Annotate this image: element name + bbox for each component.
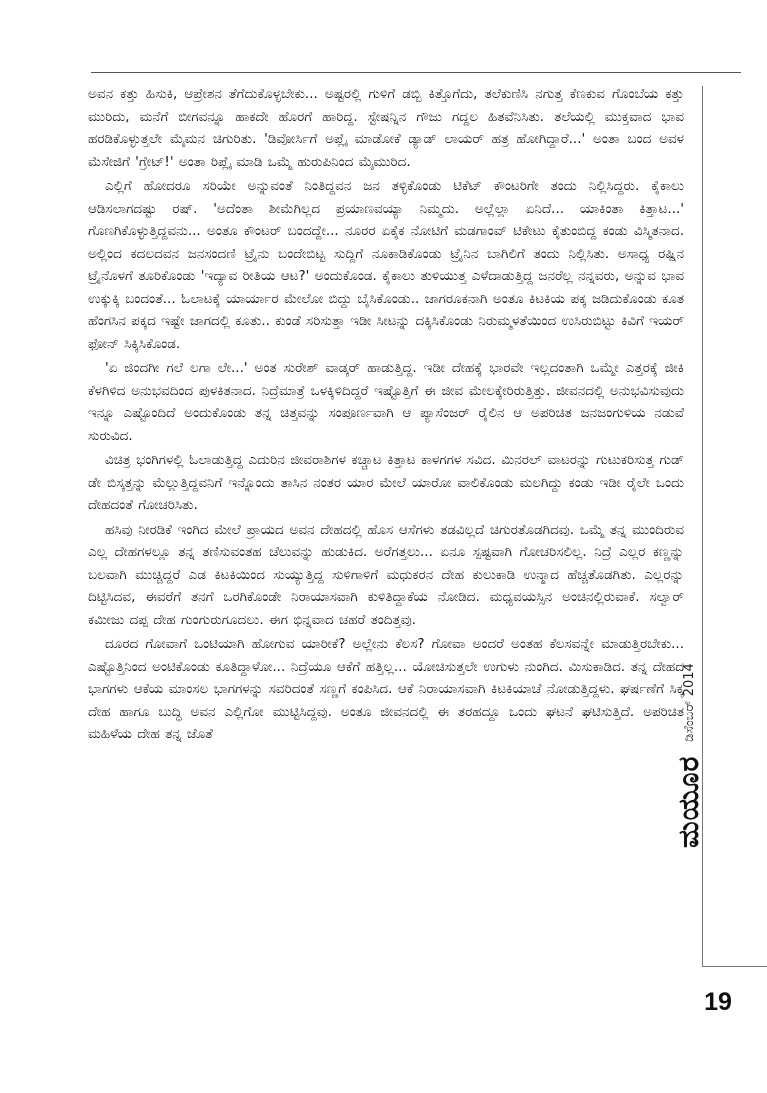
top-rule <box>91 72 741 73</box>
bottom-rule <box>702 966 767 967</box>
paragraph-5: ಹಸಿವು ನೀರಡಿಕೆ ಇಂಗಿದ ಮೇಲೆ ಪ್ರಾಯದ ಅವನ ದೇಹದಲ್ಲಿ ಹೊಸ ಆಸೆಗಳು ತಡವಿಲ್ಲದೆ ಚಿಗುರತೊಡಗಿದವು. ಒಮ್ಮೆ ತನ್ನ ಮುಂದಿರುವ ಎಲ್ಲ ದೇಹಗಳಲ್ಲೂ ತನ್ನ ತಣಿಸುವಂತಹ ಚೆಲುವನ್ನು ಹುಡುಕಿದ. ಅರೆಗತ್ತಲು... ಏನೂ ಸ್ಪಷ್ಟವಾಗಿ ಗೋಚರಿಸಲಿಲ್ಲ. ನಿದ್ರೆ ಎಲ್ಲರ ಕಣ್ಣನ್ನು ಬಲವಾಗಿ ಮುಚ್ಚಿದ್ದರೆ ಎಡ ಕಿಟಕಿಯಿಂದ ಸುಯ್ಯುತ್ತಿದ್ದ ಸುಳಿಗಾಳಿಗೆ ಮಧುಕರನ ದೇಹ ಕುಲುಕಾಡಿ ಉನ್ಮಾದ ಹೆಚ್ಚತೊಡಗಿತು. ಎಲ್ಲರನ್ನು ದಿಟ್ಟಿಸಿದವ, ಈವರೆಗೆ ತನಗೆ ಒರಗಿಕೊಂಡೇ ನಿರಾಯಾಸವಾಗಿ ಕುಳಿತಿದ್ದಾಕೆಯ ನೋಡಿದ. ಮಧ್ಯವಯಸ್ಸಿನ ಅಂಚಿನಲ್ಲಿರುವಾಕೆ. ಸಲ್ವಾರ್ ಕಮೀಜು ದಪ್ಪ ದೇಹ ಗುಂಗುರುಗೂದಲು. ಈಗ ಭಿನ್ನವಾದ ಚಹರೆ ತಂದಿತ್ತವು. <box>88 521 684 628</box>
paragraph-2: ಎಲ್ಲಿಗೆ ಹೋದರೂ ಸರಿಯೇ ಅನ್ನುವಂತೆ ನಿಂತಿದ್ದವನ ಜನ ತಳ್ಳಿಕೊಂಡು ಟಿಕೆಟ್ ಕೌಂಟರಿಗೇ ತಂದು ನಿಲ್ಲಿಸಿದ್ದರು. ಕೈಕಾಲು ಆಡಿಸಲಾಗದಷ್ಟು ರಷ್. 'ಅದೆಂತಾ ಶೀಮೆಗಿಲ್ಲದ ಪ್ರಯಾಣವಯ್ಯಾ ನಿಮ್ಮದು. ಅಲ್ಲೆಲ್ಲಾ ಏನಿದೆ... ಯಾಕಿಂತಾ ಕಿತ್ತಾಟ...' ಗೊಣಗಿಕೊಳ್ಳುತ್ತಿದ್ದವನು... ಅಂತೂ ಕೌಂಟರ್ ಬಂದದ್ದೇ... ನೂರರ ಏಕೈಕ ನೋಟಿಗೆ ಮಡಗಾಂವ್ ಟಿಕೇಟು ಕೈತುಂಬಿದ್ದ ಕಂಡು ವಿಸ್ಮಿತನಾದ. ಅಲ್ಲಿಂದ ಕದಲದವನ ಜನಸಂದಣಿ ಟ್ರೈನು ಬಂದೇಬಿಟ್ಟ ಸುದ್ದಿಗೆ ನೂಕಾಡಿಕೊಂಡು ಟ್ರೈನಿನ ಬಾಗಿಲಿಗೆ ತಂದು ನಿಲ್ಲಿಸಿತು. ಅಸಾಧ್ಯ ರಷ್ಷಿನ ಟ್ರೈನೊಳಗೆ ತೂರಿಕೊಂಡು 'ಇದ್ಯಾವ ರೀತಿಯ ಆಟ?' ಅಂದುಕೊಂಡ. ಕೈಕಾಲು ತುಳಿಯುತ್ತ ಎಳೆದಾಡುತ್ತಿದ್ದ ಜನರೆಲ್ಲ ನನ್ನವರು, ಅನ್ನುವ ಭಾವ ಉಕ್ಕುಕ್ಕಿ ಬಂದಂತೆ... ಓಲಾಟಕ್ಕೆ ಯಾರ್ಯಾರ ಮೇಲೋ ಬಿದ್ದು ಬೈಸಿಕೊಂಡು.. ಜಾಗರೂಕನಾಗಿ ಅಂತೂ ಕಿಟಕಿಯ ಪಕ್ಕ ಜಡಿದುಕೊಂಡು ಕೂತ ಹೆಂಗಸಿನ ಪಕ್ಕದ ಇಷ್ಟೇ ಜಾಗದಲ್ಲಿ ಕೂತು.. ಕುಂಡೆ ಸರಿಸುತ್ತಾ ಇಡೀ ಸೀಟನ್ನು ದಕ್ಕಿಸಿಕೊಂಡು ನಿರುಮ್ಮಳತೆಯಿಂದ ಉಸಿರುಬಿಟ್ಟು ಕಿವಿಗೆ ಇಯರ್ ಫೋನ್ ಸಿಕ್ಕಿಸಿಕೊಂಡ. <box>88 178 684 352</box>
issue-date: ಡಿಸೆಂಬರ್ 2014 <box>681 663 697 742</box>
paragraph-6: ದೂರದ ಗೋವಾಗೆ ಒಂಟಿಯಾಗಿ ಹೋಗುವ ಯಾರೀಕೆ? ಅಲ್ಲೇನು ಕೆಲಸ? ಗೋವಾ ಅಂದರೆ ಅಂತಹ ಕೆಲಸವನ್ನೇ ಮಾಡುತ್ತಿರಬೇಕು... ಎಷ್ಟೊತ್ತಿನಿಂದ ಅಂಟಿಕೊಂಡು ಕೂತಿದ್ದಾಳೋ... ನಿದ್ರೆಯೂ ಆಕೆಗೆ ಹತ್ತಿಲ್ಲ... ಯೋಚಿಸುತ್ತಲೇ ಉಗುಳು ನುಂಗಿದ. ಮಿಸುಕಾಡಿದ. ತನ್ನ ದೇಹದ ಭಾಗಗಳು ಆಕೆಯ ಮಾಂಸಲ ಭಾಗಗಳನ್ನು ಸವರಿದಂತೆ ಸಣ್ಣಗೆ ಕಂಪಿಸಿದ. ಆಕೆ ನಿರಾಯಾಸವಾಗಿ ಕಿಟಕಿಯಾಚೆ ನೋಡುತ್ತಿದ್ದಳು. ಘರ್ಷಣೆಗೆ ಸಿಕ್ಕ ದೇಹ ಹಾಗೂ ಬುದ್ಧಿ ಅವನ ಎಲ್ಲಿಗೋ ಮುಟ್ಟಿಸಿದ್ದವು. ಅಂತೂ ಜೀವನದಲ್ಲಿ ಈ ತರಹದ್ದೂ ಒಂದು ಘಟನೆ ಘಟಿಸುತ್ತಿದೆ. ಅಪರಿಚಿತ ಮಹಿಳೆಯ ದೇಹ ತನ್ನ ಜೊತೆ <box>88 636 684 742</box>
masthead-rotated <box>672 663 705 848</box>
paragraph-1: ಅವನ ಕತ್ತು ಹಿಸುಕಿ, ಆಪ್ರೇಶನ ತೆಗೆದುಕೊಳ್ಳಬೇಕು... ಅಷ್ಟರಲ್ಲಿ ಗುಳಿಗೆ ಡಬ್ಬಿ ಕಿತ್ತೊಗೆದು, ತಲೆಕುಣಿಸಿ ನಗುತ್ತ ಕೆಣಕುವ ಗೊಂಬೆಯ ಕತ್ತು ಮುರಿದು, ಮನೆಗೆ ಬೀಗವನ್ನೂ ಹಾಕದೇ ಹೊರಗೆ ಹಾರಿದ್ದ. ಸ್ಟೇಷನ್ನಿನ ಗೌಜು ಗದ್ದಲ ಹಿತವೆನಿಸಿತು. ತಲೆಯಲ್ಲಿ ಮುಕ್ತವಾದ ಭಾವ ಹರಡಿಕೊಳ್ಳುತ್ತಲೇ ಮೈಮನ ಚಿಗುರಿತು. 'ಡಿವೋರ್ಸಿಗೆ ಅಪ್ಲೈ ಮಾಡೋಕೆ ಡ್ಯಾಡ್ ಲಾಯರ್ ಹತ್ರ ಹೋಗಿದ್ದಾರೆ...' ಅಂತಾ ಬಂದ ಅವಳ ಮೆಸೇಜಿಗೆ 'ಗ್ರೇಟ್!' ಅಂತಾ ರಿಪ್ಲೈ ಮಾಡಿ ಒಮ್ಮೆ ಹುರುಪಿನಿಂದ ಮೈಮುರಿದ. <box>88 86 684 170</box>
paragraph-3: 'ಏ ಜಿಂದಗೀ ಗಲೆ ಲಗಾ ಲೇ...' ಅಂತ ಸುರೇಶ್ ವಾಡ್ಕರ್ ಹಾಡುತ್ತಿದ್ದ. ಇಡೀ ದೇಹಕ್ಕೆ ಭಾರವೇ ಇಲ್ಲದಂತಾಗಿ ಒಮ್ಮೇ ಎತ್ತರಕ್ಕೆ ಜೀಕಿ ಕೆಳಗಿಳಿದ ಅನುಭವದಿಂದ ಪುಳಕಿತನಾದ. ನಿದ್ರೆಮಾತ್ರೆ ಒಳಕ್ಕಿಳಿದಿದ್ದರೆ ಇಷ್ಟೊತ್ತಿಗೆ ಈ ಜೀವ ಮೇಲಕ್ಕೇರಿರುತ್ತಿತ್ತು. ಜೀವನದಲ್ಲಿ ಅನುಭವಿಸುವುದು ಇನ್ನೂ ಎಷ್ಟೊಂದಿದೆ ಅಂದುಕೊಂಡು ತನ್ನ ಚಿತ್ತವನ್ನು ಸಂಪೂರ್ಣವಾಗಿ ಆ ಪ್ಯಾಸೆಂಜರ್ ರೈಲಿನ ಆ ಅಪರಿಚಿತ ಜನಜಂಗುಳಿಯ ನಡುವೆ ಸುರುವಿದ. <box>88 360 684 444</box>
magazine-logo: ಮಯೂರ <box>672 755 705 848</box>
article-body <box>88 83 684 746</box>
page-number: 19 <box>704 988 732 1016</box>
paragraph-4: ವಿಚಿತ್ರ ಭಂಗಿಗಳಲ್ಲಿ ಓಲಾಡುತ್ತಿದ್ದ ಎದುರಿನ ಜೀವರಾಶಿಗಳ ಕಚ್ಚಾಟ ಕಿತ್ತಾಟ ಕಾಳಗಗಳ ಸವಿದ. ಮಿನರಲ್ ವಾಟರನ್ನು ಗುಟುಕರಿಸುತ್ತ ಗುಡ್ ಡೇ ಬಿಸ್ಕತ್ತನ್ನು ಮೆಲ್ಲುತ್ತಿದ್ದವನಿಗೆ ಇನ್ನೊಂದು ತಾಸಿನ ನಂತರ ಯಾರ ಮೇಲೆ ಯಾರೋ ವಾಲಿಕೊಂಡು ಮಲಗಿದ್ದು ಕಂಡು ಇಡೀ ರೈಲೇ ಒಂದು ದೇಹದಂತೆ ಗೋಚರಿಸಿತು. <box>88 452 684 513</box>
